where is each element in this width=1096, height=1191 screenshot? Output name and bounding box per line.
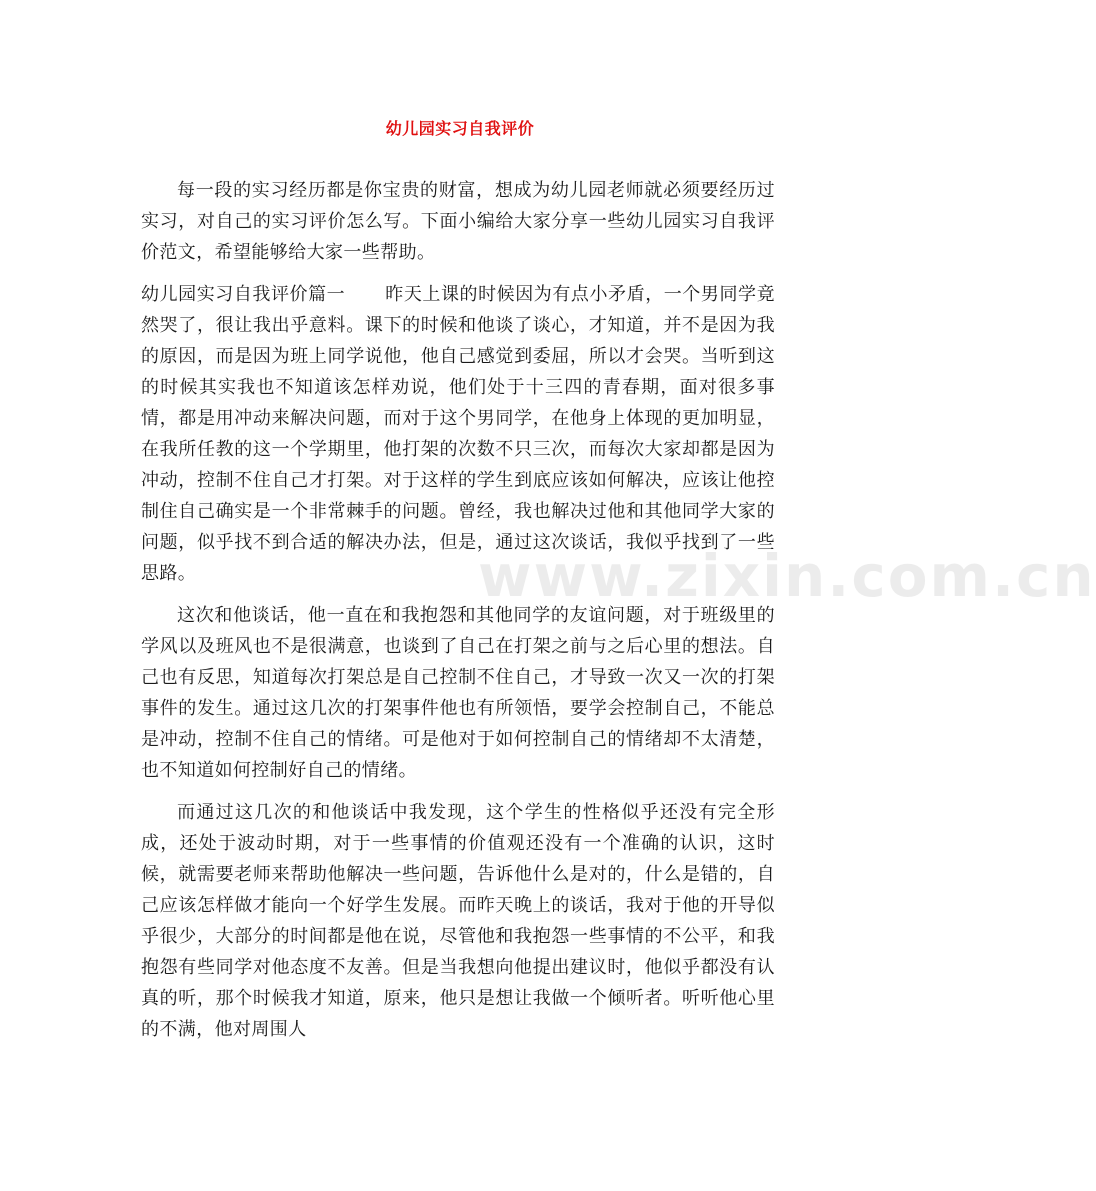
intro-paragraph: 每一段的实习经历都是你宝贵的财富，想成为幼儿园老师就必须要经历过实习，对自己的实习评价怎么写。下面小编给大家分享一些幼儿园实习自我评价范文，希望能够给大家一些帮助。	[141, 180, 775, 263]
watermark: www.zixin.com.cn	[478, 542, 1096, 610]
section-paragraph	[141, 279, 775, 589]
section-body-text: 昨天上课的时候因为有点小矛盾，一个男同学竟然哭了，很让我出乎意料。课下的时候和他谈了谈心，才知道，并不是因为我的原因，而是因为班上同学说他，他自己感觉到委屈，所以才会哭。当听到这的时候其实我也不知道该怎样劝说，他们处于十三四的青春期，面对很多事情，都是用冲动来解决问题，而对于这个男同学，在他身上体现的更加明显，在我所任教的这一个学期里，他打架的次数不只三次，而每次大家却都是因为冲动，控制不住自己才打架。对于这样的学生到底应该如何解决，应该让他控制住自己确实是一个非常棘手的问题。曾经，我也解决过他和其他同学大家的问题，似乎找不到合适的解决办法，但是，通过这次谈话，我似乎找到了一些思路。	[141, 284, 775, 584]
document-title: 幼儿园实习自我评价	[385, 119, 535, 138]
section-heading: 幼儿园实习自我评价篇一	[141, 284, 346, 305]
body-paragraph-2: 这次和他谈话，他一直在和我抱怨和其他同学的友谊问题，对于班级里的学风以及班风也不是很满意，也谈到了自己在打架之前与之后心里的想法。自己也有反思，知道每次打架总是自己控制不住自己，才导致一次又一次的打架事件的发生。通过这几次的打架事件他也有所领悟，要学会控制自己，不能总是冲动，控制不住自己的情绪。可是他对于如何控制自己的情绪却不太清楚，也不知道如何控制好自己的情绪。	[141, 605, 775, 781]
document-body	[141, 175, 775, 1045]
body-paragraph-3: 而通过这几次的和他谈话中我发现，这个学生的性格似乎还没有完全形成，还处于波动时期，对于一些事情的价值观还没有一个准确的认识，这时候，就需要老师来帮助他解决一些问题，告诉他什么是对的，什么是错的，自己应该怎样做才能向一个好学生发展。而昨天晚上的谈话，我对于他的开导似乎很少，大部分的时间都是他在说，尽管他和我抱怨一些事情的不公平，和我抱怨有些同学对他态度不友善。但是当我想向他提出建议时，他似乎都没有认真的听，那个时候我才知道，原来，他只是想让我做一个倾听者。听听他心里的不满，他对周围人	[141, 802, 775, 1040]
